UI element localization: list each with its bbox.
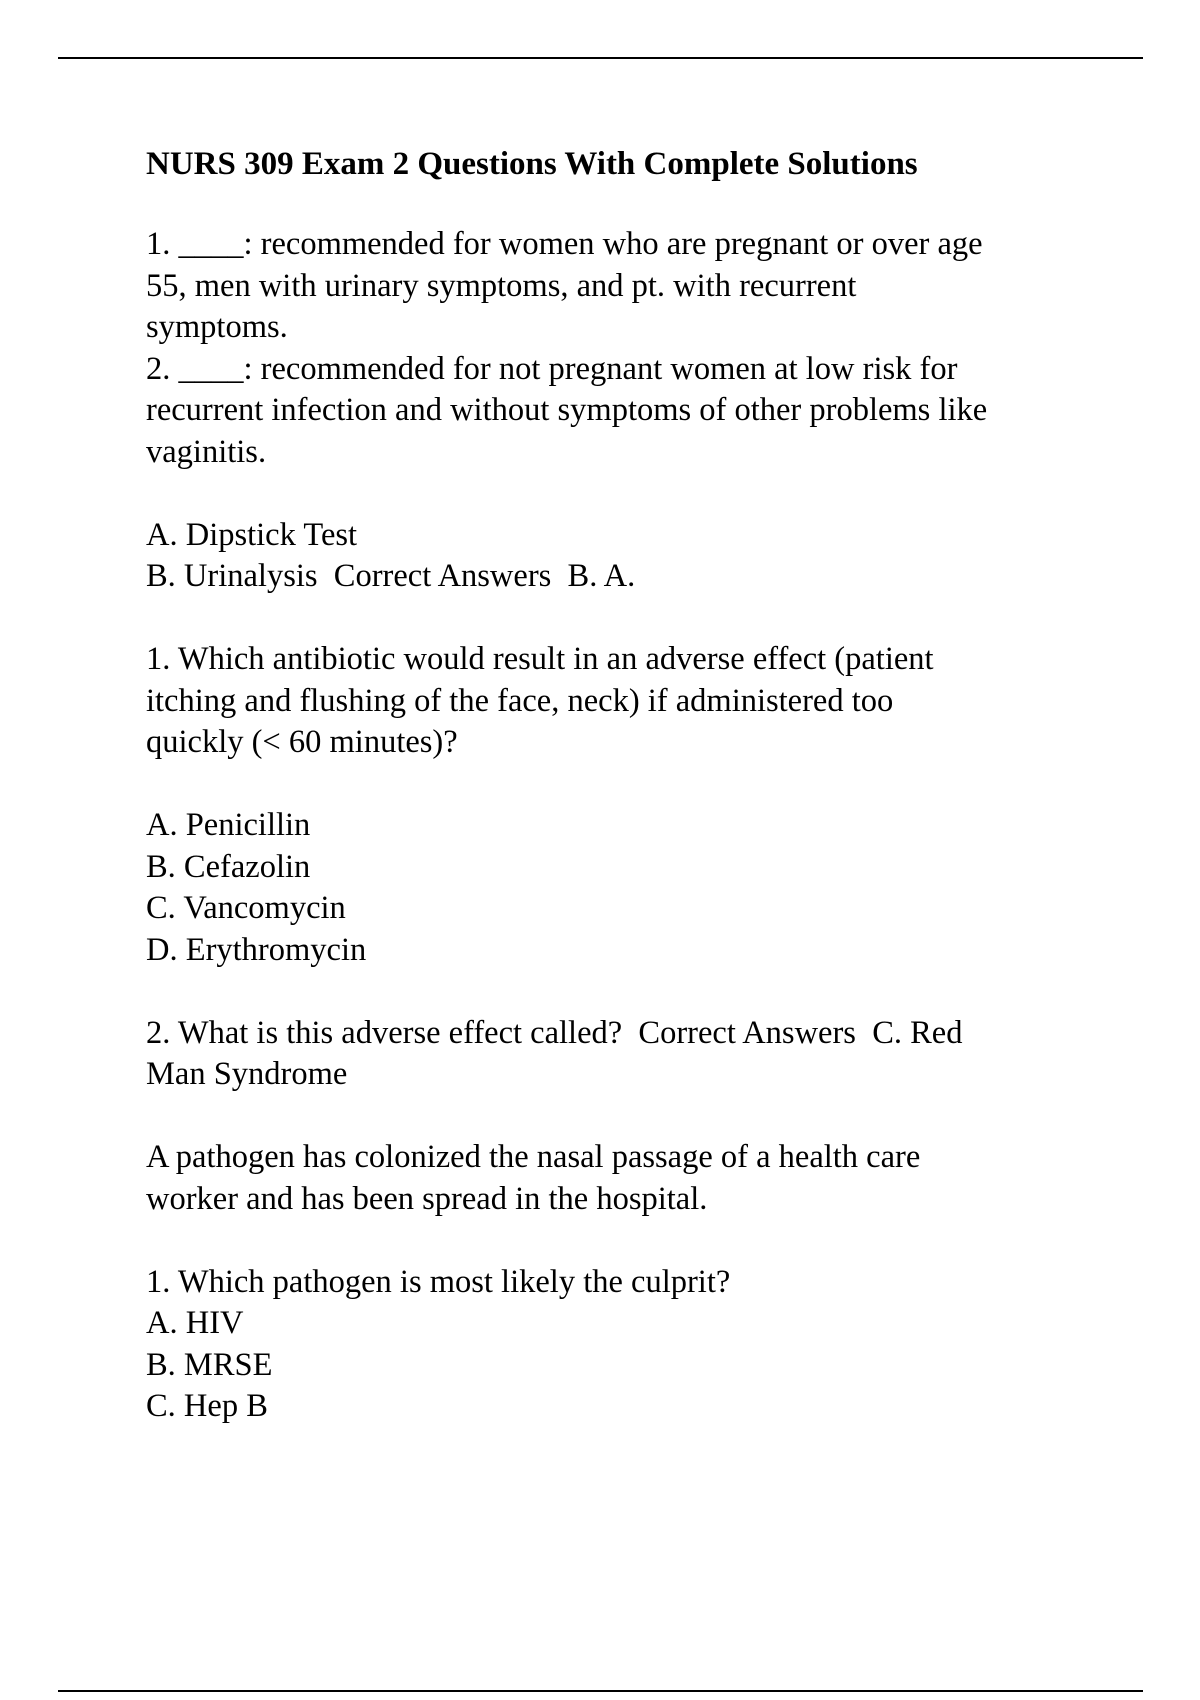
paragraph-gap [146, 598, 1106, 640]
paragraph-gap [146, 1096, 1106, 1138]
text-line: quickly (< 60 minutes)? [146, 724, 458, 760]
text-line: B. Urinalysis Correct Answers B. A. [146, 558, 636, 594]
text-line: 55, men with urinary symptoms, and pt. with recurrent [146, 267, 857, 304]
question-block-adverse-effect [146, 1013, 1106, 1096]
header-rule [58, 57, 1143, 59]
text-line: symptoms. [146, 309, 288, 345]
paragraph-gap [146, 971, 1106, 1013]
answer-options-urine-tests [146, 515, 1106, 598]
text-line: A. Penicillin [146, 807, 311, 843]
text-line: 2. What is this adverse effect called? Correct Answers C. Red [146, 1014, 963, 1051]
text-line: B. MRSE [146, 1346, 273, 1383]
text-line: A pathogen has colonized the nasal passage of a health care [146, 1139, 921, 1175]
document-title: NURS 309 Exam 2 Questions With Complete Solutions [146, 146, 918, 182]
text-line: itching and flushing of the face, neck) if administered too [146, 682, 894, 719]
scenario-block-pathogen [146, 1137, 1106, 1220]
text-line: worker and has been spread in the hospital. [146, 1180, 708, 1217]
text-line: D. Erythromycin [146, 931, 367, 968]
paragraph-gap [146, 764, 1106, 806]
text-line: vaginitis. [146, 433, 267, 470]
answer-options-antibiotic [146, 805, 1106, 971]
question-block-antibiotic [146, 639, 1106, 764]
text-line: 2. ____: recommended for not pregnant women at low risk for [146, 350, 958, 387]
paragraph-gap [146, 1220, 1106, 1262]
paragraph-gap [146, 473, 1106, 515]
text-line: 1. Which antibiotic would result in an adverse effect (patient [146, 641, 934, 677]
text-line: recurrent infection and without symptoms of other problems like [146, 392, 988, 428]
document-body [146, 140, 1106, 1428]
footer-rule [58, 1690, 1143, 1692]
text-line: A. Dipstick Test [146, 516, 358, 553]
question-block-pathogen [146, 1262, 1106, 1428]
text-line: Man Syndrome [146, 1056, 348, 1092]
text-line: 1. ____: recommended for women who are pregnant or over age [146, 226, 983, 262]
text-line: 1. Which pathogen is most likely the culprit? [146, 1263, 731, 1300]
question-block-urine-tests [146, 224, 1106, 473]
text-line: C. Hep B [146, 1388, 268, 1424]
text-line: A. HIV [146, 1305, 244, 1341]
text-line: C. Vancomycin [146, 890, 346, 926]
text-line: B. Cefazolin [146, 848, 311, 885]
